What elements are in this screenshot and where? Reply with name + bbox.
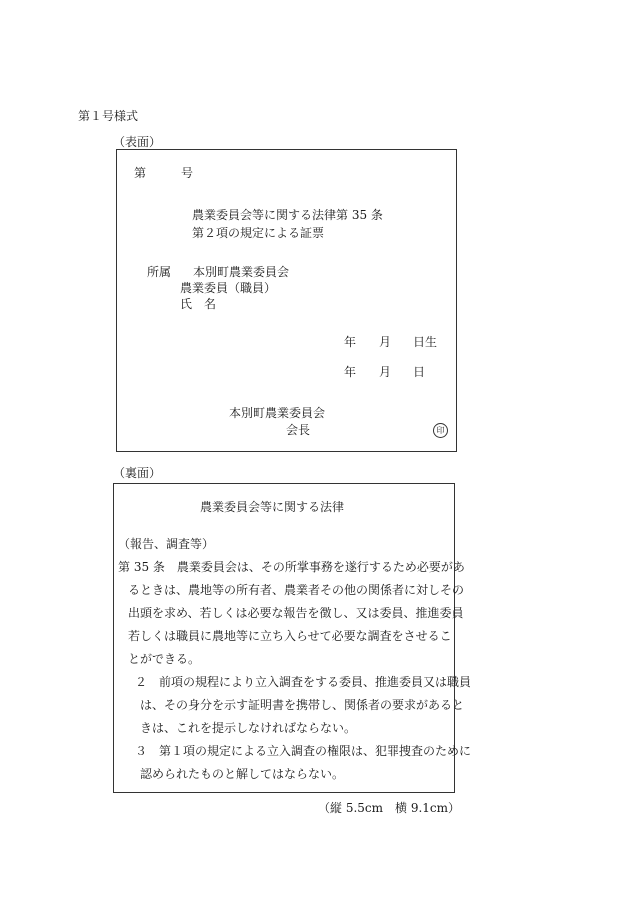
law-text-line: 出頭を求め、若しくは必要な報告を徴し、又は委員、推進委員 bbox=[128, 606, 464, 620]
affiliation-value: 本別町農業委員会 bbox=[193, 265, 290, 279]
role: 農業委員（職員） bbox=[180, 281, 277, 295]
birth-month: 月 bbox=[379, 335, 392, 349]
seal-text: 印 bbox=[436, 426, 445, 435]
certificate-number-prefix: 第 bbox=[134, 166, 147, 180]
birth-day: 日生 bbox=[413, 335, 438, 349]
certificate-title-line-1: 農業委員会等に関する法律第 35 条 bbox=[192, 208, 383, 222]
law-text-line: は、その身分を示す証明書を携帯し、関係者の要求があると bbox=[140, 698, 465, 712]
issuer-organization: 本別町農業委員会 bbox=[229, 406, 326, 420]
law-text-line: 第 35 条 農業委員会は、その所掌事務を遂行するため必要があ bbox=[118, 560, 465, 574]
law-text-line: ２ 前項の規程により立入調査をする委員、推進委員又は職員 bbox=[135, 675, 472, 689]
affiliation-label: 所属 bbox=[147, 265, 172, 279]
article-caption: （報告、調査等） bbox=[118, 537, 215, 551]
name-label: 氏 名 bbox=[180, 297, 217, 311]
law-text-line: とができる。 bbox=[128, 652, 201, 666]
size-note: （縦 5.5cm 横 9.1cm） bbox=[318, 801, 460, 815]
law-text-line: 若しくは職員に農地等に立ち入らせて必要な調査をさせるこ bbox=[128, 629, 452, 643]
seal-mark bbox=[433, 423, 448, 438]
birth-year: 年 bbox=[344, 335, 357, 349]
front-card bbox=[116, 149, 457, 452]
law-text-line: きは、これを提示しなければならない。 bbox=[140, 721, 357, 735]
law-text-line: るときは、農地等の所有者、農業者その他の関係者に対しその bbox=[128, 583, 465, 597]
issuer-title: 会長 bbox=[286, 423, 311, 437]
back-card bbox=[113, 483, 472, 793]
law-title: 農業委員会等に関する法律 bbox=[200, 500, 345, 514]
certificate-title-line-2: 第２項の規定による証票 bbox=[192, 226, 325, 240]
issue-month: 月 bbox=[379, 365, 392, 379]
issue-day: 日 bbox=[413, 365, 426, 379]
certificate-number-suffix: 号 bbox=[181, 166, 194, 180]
issue-year: 年 bbox=[344, 365, 357, 379]
law-text-line: 認められたものと解してはならない。 bbox=[140, 767, 345, 781]
back-side-label: （裏面） bbox=[113, 466, 162, 480]
law-text-line: ３ 第１項の規定による立入調査の権限は、犯罪捜査のために bbox=[135, 744, 472, 758]
form-label: 第１号様式 bbox=[78, 109, 139, 123]
front-side-label: （表面） bbox=[113, 135, 162, 149]
